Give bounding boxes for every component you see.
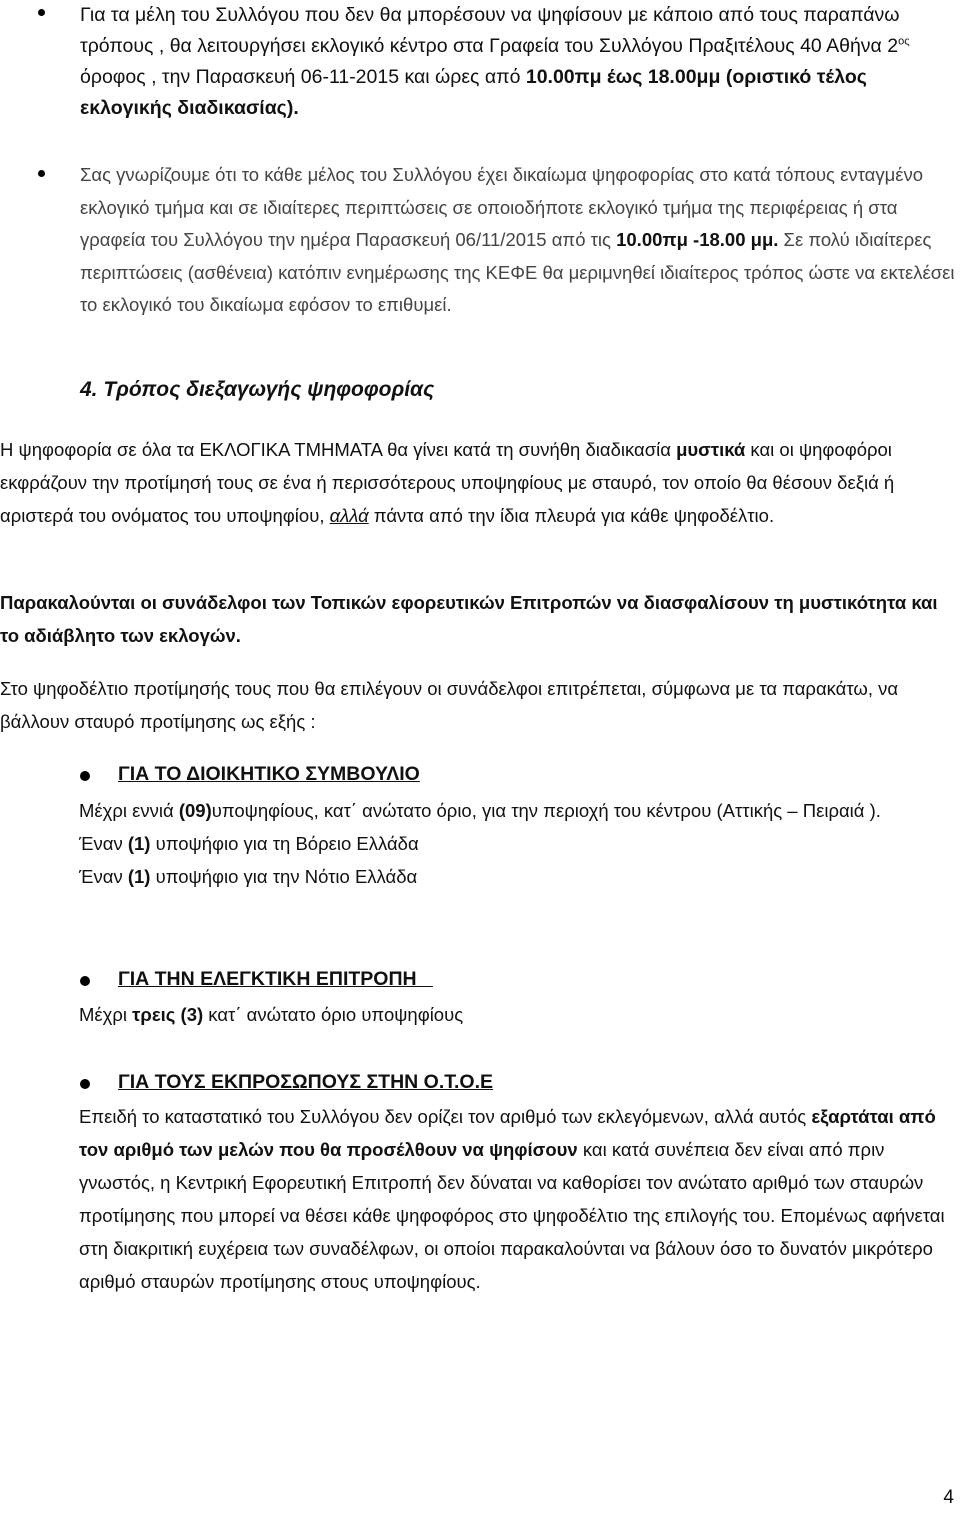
emphasis-but: αλλά [329,505,369,526]
text-segment: Σε πολύ ιδιαίτερες περιπτώσεις (ασθένεια) κατόπιν ενημέρωσης της ΚΕΦΕ θα μεριμνηθεί ιδιαίτερος τρόπος ώστε να εκτελέσει το εκλογικό του δικαίωμα εφόσον το επιθυμεί. [80,229,955,315]
text-segment: όροφος , την Παρασκευή 06-11-2015 και ώρες από [80,66,526,88]
count: (09) [178,800,212,821]
text-segment: Έναν [79,866,128,887]
board-line-north [79,827,959,860]
count: τρεις (3) [132,1004,204,1025]
board-heading [118,763,420,786]
heading-trailing-underline [417,968,433,990]
heading-segment: ΓΙΑ ΤΟ [118,763,187,785]
voting-hours: 10.00πμ έως 18.00μμ (οριστικό τέλος εκλογικής διαδικασίας). [80,66,867,119]
bullet-icon [38,9,45,16]
audit-committee-heading [118,968,433,991]
text-segment: Για τα μέλη του Συλλόγου που δεν θα μπορέσουν να ψηφίσουν με κάποιο από τους παραπάνω τρόπους , θα λειτουργήσει εκλογικό κέντρο στα Γραφεία του Συλλόγου Πραξιτέλους 40 Αθήνα 2 [80,4,900,57]
voting-hours: 10.00πμ -18.00 μμ. [616,229,779,250]
voting-procedure-paragraph [0,433,958,532]
ordinal-superscript: ος [898,35,910,48]
text-segment: και οι ψηφοφόροι εκφράζουν την προτίμησή τους σε ένα ή περισσότερους υποψηφίους με σταυρό, τον οποίο θα θέσουν δεξιά ή αριστερά του ονόματος του υποψηφίου, [0,439,895,526]
text-segment: πάντα από την ίδια πλευρά για κάθε ψηφοδέλτιο. [368,505,775,526]
board-line-south [79,860,959,893]
text-segment: υποψήφιο για την Νότιο Ελλάδα [150,866,418,887]
bullet-icon [80,771,90,781]
section-heading: 4. Τρόπος διεξαγωγής ψηφοφορίας [80,378,435,401]
bullet-icon [38,170,45,177]
text-segment: Η ψηφοφορία σε όλα τα ΕΚΛΟΓΙΚΑ ΤΜΗΜΑΤΑ θα γίνει κατά τη συνήθη διαδικασία [0,439,677,460]
heading-segment: ΔΙΟΙΚΗΤΙΚΟ ΣΥΜΒΟΥΛΙΟ [186,763,420,785]
text-segment: Σας γνωρίζουμε ότι το κάθε μέλος του Συλλόγου έχει δικαίωμα ψηφοφορίας στο κατά τόπους ενταγμένο εκλογικό τμήμα και σε ιδιαίτερες περιπτώσεις σε οποιοδήποτε εκλογικό τμήμα της περιφέρειας ή στα γραφεία του Συλλόγου την ημέρα Παρασκευή 06/11/2015 από τις [80,164,924,250]
emphasis-members: εξαρτάται από τον αριθμό των μελών που θα προσέλθουν να ψηφίσουν [79,1106,936,1160]
text-segment: Μέχρι [79,1004,133,1025]
text-segment: υποψηφίους, κατ΄ ανώτατο όριο, για την περιοχή του κέντρου (Αττικής – Πειραιά ). [211,800,881,821]
count: (1) [127,866,151,887]
board-line-center [79,794,959,827]
text-segment: κατ΄ ανώτατο όριο υποψηφίους [203,1004,464,1025]
audit-committee-details [79,998,959,1031]
page-number: 4 [943,1487,954,1508]
preference-intro-paragraph: Στο ψηφοδέλτιο προτίμησής τους που θα επιλέγουν οι συνάδελφοι επιτρέπεται, σύμφωνα με τα παρακάτω, να βάλλουν σταυρό προτίμησης ως εξής : [0,678,899,732]
bullet-paragraph-voting-rights [80,159,955,322]
board-details [79,794,959,893]
bullet-icon [80,1079,90,1089]
text-segment: υποψήφιο για τη Βόρειο Ελλάδα [150,833,419,854]
bullet-paragraph-voting-center [80,0,955,124]
text-segment: Μέχρι εννιά [79,800,179,821]
bullet-icon [80,976,90,986]
emphasis-secret: μυστικά [676,439,746,460]
otoe-heading: ΓΙΑ ΤΟΥΣ ΕΚΠΡΟΣΩΠΟΥΣ ΣΤΗΝ Ο.Τ.Ο.Ε [118,1071,494,1093]
committee-request-paragraph: Παρακαλούνται οι συνάδελφοι των Τοπικών εφορευτικών Επιτροπών να διασφαλίσουν τη μυστικότητα και το αδιάβλητο των εκλογών. [0,592,938,646]
count: (1) [127,833,151,854]
heading-segment: ΓΙΑ ΤΗΝ ΕΛΕΓΚΤΙΚΗ ΕΠΙΤΡΟΠΗ [118,968,417,990]
text-segment: και κατά συνέπεια δεν είναι από πριν γνωστός, η Κεντρική Εφορευτική Επιτροπή δεν δύναται να καθορίσει τον ανώτατο αριθμό των σταυρών προτίμησης που μπορεί να θέσει κάθε ψηφοφόρος στο ψηφοδέλτιο της επιλογής του. Επομένως αφήνεται στη διακριτική ευχέρεια των συναδέλφων, οι οποίοι παρακαλούνται να βάλουν όσο το δυνατόν μικρότερο αριθμό σταυρών προτίμησης στους υποψηφίους. [79,1139,945,1292]
otoe-details [79,1100,959,1298]
text-segment: Επειδή το καταστατικό του Συλλόγου δεν ορίζει τον αριθμό των εκλεγόμενων, αλλά αυτός [79,1106,812,1127]
text-segment: Έναν [79,833,128,854]
